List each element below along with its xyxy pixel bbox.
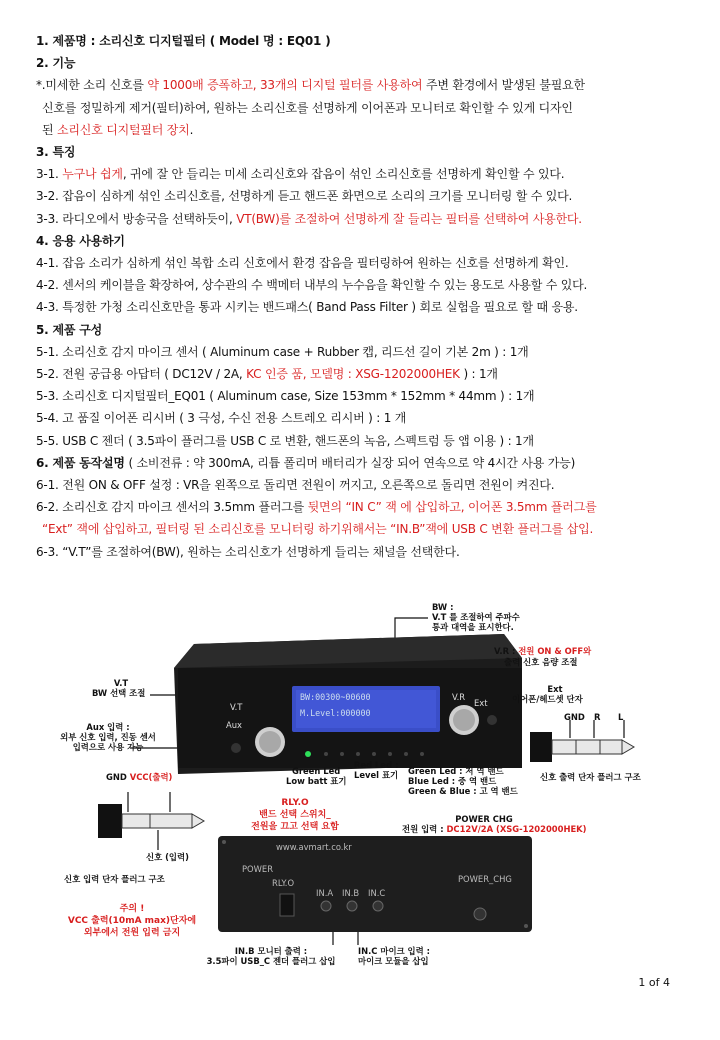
section-4-title: 4. 응용 사용하기 <box>36 233 125 248</box>
bw-title: BW : <box>432 602 454 612</box>
item-5-5: 5-5. USB C 젠더 ( 3.5파이 플러그를 USB C 로 변환, 핸드폰의 녹음, 스펙트럼 등 앱 이용 ) : 1개 <box>36 433 534 448</box>
device-figure <box>0 600 720 980</box>
out-plug-gnd: GND <box>564 712 585 722</box>
in-plug-caption: 신호 입력 단자 플러그 구조 <box>64 874 165 884</box>
red-led-2: Level 표기 <box>354 770 399 780</box>
rlyo-desc-1: 밴드 선택 스위치_ <box>259 810 331 820</box>
section-6-title: 6. 제품 동작설명 ( 소비전류 : 약 300mA, 리튬 폴리머 배터리가 실장 되어 연속으로 약 4시간 사용 가능) <box>36 455 576 470</box>
green-led-2: Low batt 표기 <box>286 776 347 786</box>
item-4-3: 4-3. 특정한 가청 소리신호만을 통과 시키는 밴드패스( Band Pass Filter ) 회로 실험을 필요로 할 때 응용. <box>36 300 578 315</box>
ext-title: Ext <box>547 684 563 694</box>
out-plug-caption: 신호 출력 단자 플러그 구조 <box>540 772 641 782</box>
inc-title: IN.C 마이크 입력 : <box>358 946 431 956</box>
panel-aux-label: Aux <box>226 720 242 730</box>
bw-desc-2: 통과 대역을 표시한다. <box>432 622 514 632</box>
item-5-4: 5-4. 고 품질 이어폰 리시버 ( 3 극성, 수신 전용 스트레오 리시버 ) : 1 개 <box>36 411 407 426</box>
rear-inb-label: IN.B <box>342 888 360 898</box>
lcd-line-2: M.Level:000000 <box>300 708 371 718</box>
rear-rlyo-label: RLY.O <box>272 878 295 888</box>
band-green: Green Led : 저 역 밴드 <box>408 766 504 776</box>
aux-desc-1: 외부 신호 입력, 진동 센서 <box>60 732 156 742</box>
item-6-1: 6-1. 전원 ON & OFF 설정 : VR을 왼쪽으로 돌리면 전원이 꺼지고, 오른쪽으로 돌리면 전원이 켜진다. <box>36 478 555 493</box>
item-5-1: 5-1. 소리신호 감지 마이크 센서 ( Aluminum case + Rubber 캡, 리드선 길이 기본 2m ) : 1개 <box>36 344 529 359</box>
output-plug-diagram <box>530 718 640 774</box>
panel-vt-label: V.T <box>230 702 243 712</box>
vr-desc: 출력 신호 음량 조절 <box>504 657 578 667</box>
bw-desc-1: V.T 를 조절하여 주파수 <box>432 612 520 622</box>
section-2-title: 2. 기능 <box>36 56 76 71</box>
aux-desc-2: 입력으로 사용 가능 <box>72 742 144 752</box>
warning-desc-2: 외부에서 전원 입력 금지 <box>83 928 181 938</box>
out-plug-r: R <box>594 712 601 722</box>
inc-desc: 마이크 모듈을 삽입 <box>358 956 429 966</box>
lcd-line-1: BW:00300~00600 <box>300 692 371 702</box>
band-green-blue: Green & Blue : 고 역 밴드 <box>408 786 518 796</box>
warning-title: 주의 ! <box>119 904 145 914</box>
ext-desc: 이어폰/헤드셋 단자 <box>512 694 583 704</box>
device-rear-photo <box>218 836 532 932</box>
inb-title: IN.B 모니터 출력 : <box>234 946 308 956</box>
panel-vr-label: V.R <box>452 692 466 702</box>
item-3-1: 3-1. 누구나 쉽게, 귀에 잘 안 들리는 미세 소리신호와 잡음이 섞인 소리신호를 선명하게 확인할 수 있다. <box>36 167 565 182</box>
document-body <box>36 30 686 563</box>
rear-url: www.avmart.co.kr <box>276 842 352 852</box>
device-front-photo <box>174 624 524 774</box>
rear-power-label: POWER <box>242 864 274 874</box>
inb-desc: 3.5파이 USB_C 젠더 플러그 삽입 <box>206 956 336 966</box>
section-1-title: 1. 제품명 : 소리신호 디지털필터 ( Model 명 : EQ01 ) <box>36 34 331 48</box>
in-plug-gnd-vcc: GND VCC(출력) <box>106 772 173 782</box>
warning-desc-1: VCC 출력(10mA max)단자에 <box>67 916 197 926</box>
item-6-2: 6-2. 소리신호 감지 마이크 센서의 3.5mm 플러그를 뒷면의 “IN C” 잭 에 삽입하고, 이어폰 3.5mm 플러그를 <box>36 500 597 515</box>
input-plug-diagram <box>98 792 208 852</box>
rlyo-desc-2: 전원을 끄고 선택 요함 <box>251 822 339 832</box>
rear-ina-label: IN.A <box>316 888 334 898</box>
section-2-para-3: 된 소리신호 디지털필터 장치. <box>42 122 194 137</box>
section-2-para-2: 신호를 정밀하게 제거(필터)하여, 원하는 소리신호를 선명하게 이어폰과 모니터로 확인할 수 있게 디자인 <box>42 100 573 115</box>
green-led-1: Green Led <box>292 766 341 776</box>
item-5-3: 5-3. 소리신호 디지털필터_EQ01 ( Aluminum case, Size 153mm * 152mm * 44mm ) : 1개 <box>36 389 535 404</box>
power-chg-desc: 전원 입력 : DC12V/2A (XSG-1202000HEK) <box>402 824 587 834</box>
out-plug-l: L <box>618 712 624 722</box>
power-chg-title: POWER CHG <box>455 814 513 824</box>
item-6-3: 6-3. “V.T”를 조절하여(BW), 원하는 소리신호가 선명하게 들리는 채널을 선택한다. <box>36 544 460 559</box>
vt-desc: BW 선택 조절 <box>92 688 146 698</box>
page-number: 1 of 4 <box>638 976 670 989</box>
section-3-title: 3. 특징 <box>36 145 76 160</box>
vr-title: V.R : 전원 ON & OFF와 <box>494 646 592 656</box>
item-3-2: 3-2. 잡음이 심하게 섞인 소리신호를, 선명하게 듣고 핸드폰 화면으로 소리의 크기를 모니터링 할 수 있다. <box>36 189 573 204</box>
band-blue: Blue Led : 중 역 밴드 <box>408 776 497 786</box>
rlyo-title: RLY.O <box>281 798 309 808</box>
item-4-2: 4-2. 센서의 케이블을 확장하여, 상수관의 수 백메터 내부의 누수음을 확인할 수 있는 용도로 사용할 수 있다. <box>36 278 588 293</box>
vt-title: V.T <box>113 678 129 688</box>
rear-power-chg-label: POWER_CHG <box>458 874 512 884</box>
panel-ext-label: Ext <box>474 698 488 708</box>
item-6-2-cont: “Ext” 잭에 삽입하고, 필터링 된 소리신호를 모니터링 하기위해서는 “IN.B”잭에 USB C 변환 플러그를 삽입. <box>42 522 594 537</box>
rear-inc-label: IN.C <box>368 888 386 898</box>
item-3-3: 3-3. 라디오에서 방송국을 선택하듯이, VT(BW)를 조절하여 선명하게 잘 들리는 필터를 선택하여 사용한다. <box>36 211 582 226</box>
in-plug-signal: 신호 (입력) <box>146 852 189 862</box>
red-led-1: Red Led : <box>354 760 399 770</box>
section-2-para-1: *.미세한 소리 신호를 약 1000배 증폭하고, 33개의 디지털 필터를 사용하여 주변 환경에서 발생된 불필요한 <box>36 78 585 93</box>
item-4-1: 4-1. 잡음 소리가 심하게 섞인 복합 소리 신호에서 환경 잡음을 필터링하여 원하는 신호를 선명하게 확인. <box>36 256 569 271</box>
section-5-title: 5. 제품 구성 <box>36 322 103 337</box>
item-5-2: 5-2. 전원 공급용 아답터 ( DC12V / 2A, KC 인증 품, 모델명 : XSG-1202000HEK ) : 1개 <box>36 367 498 382</box>
aux-title: Aux 입력 : <box>86 722 130 732</box>
